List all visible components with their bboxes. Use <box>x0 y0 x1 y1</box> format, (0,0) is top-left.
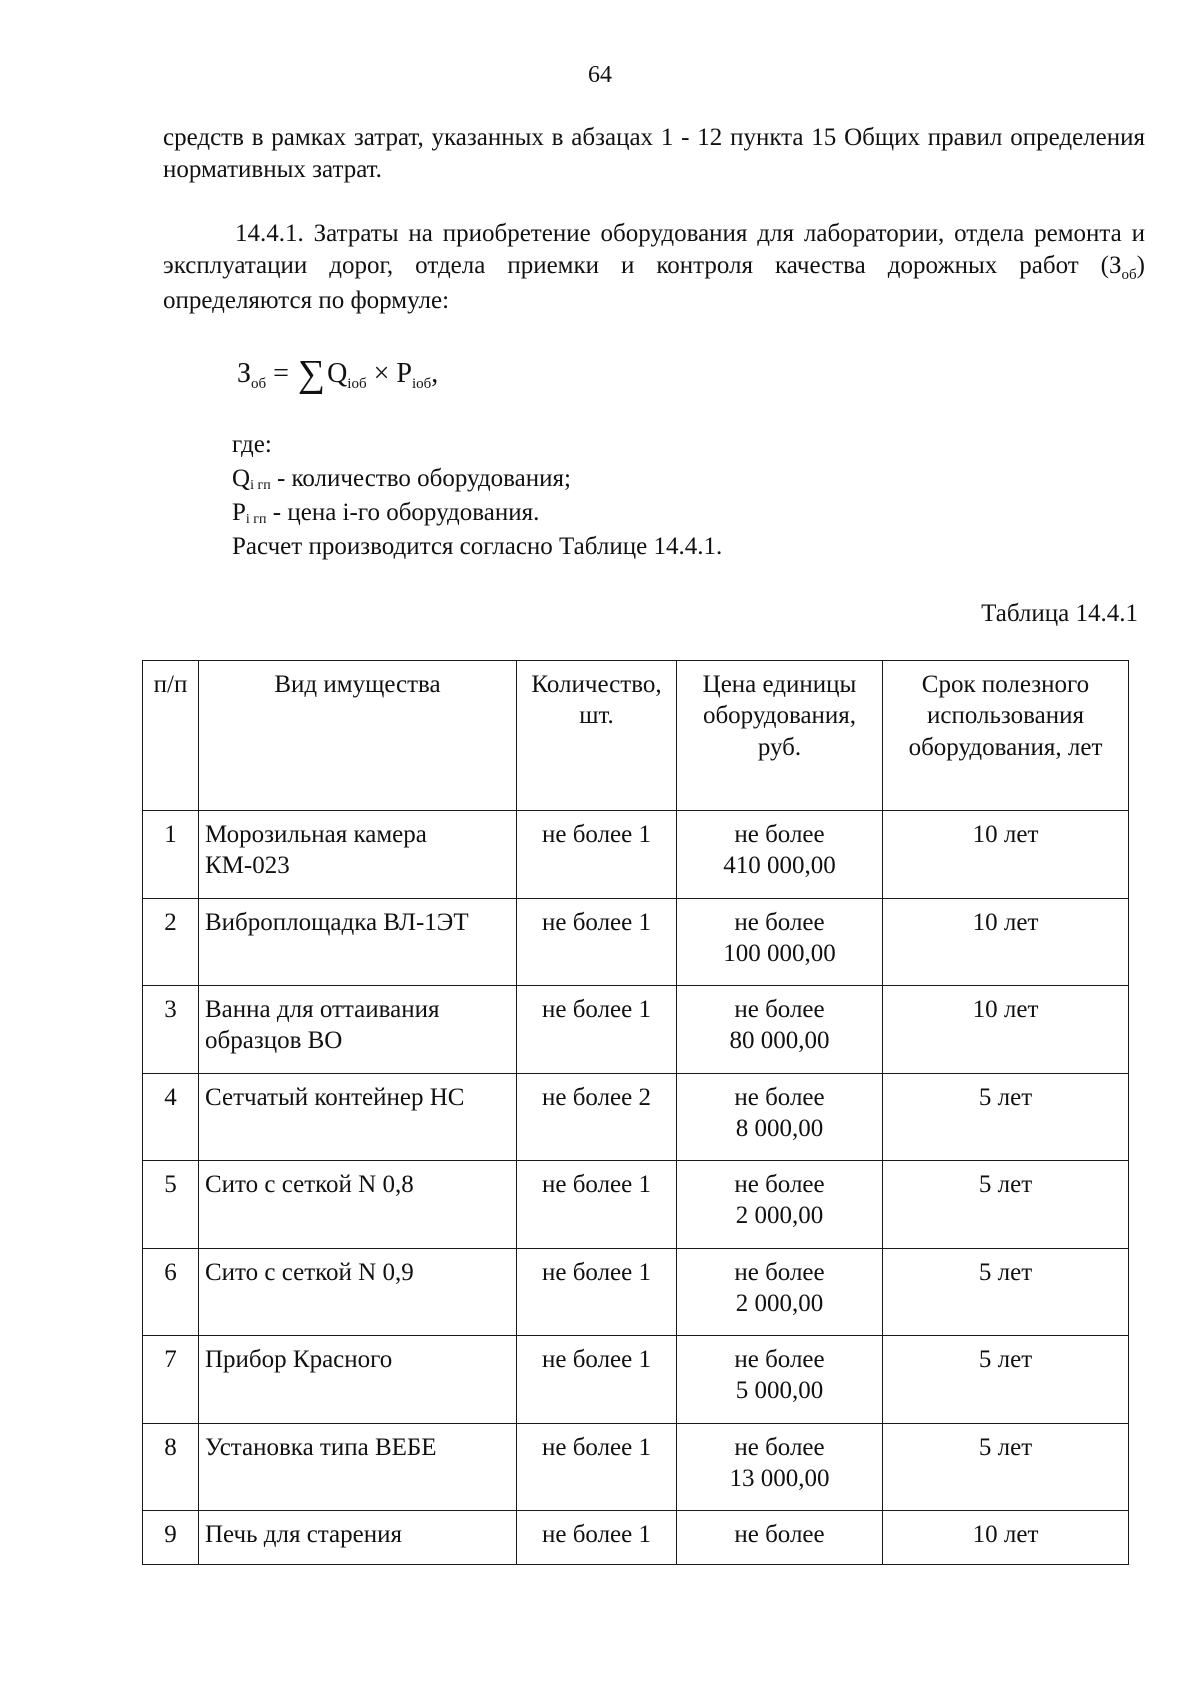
row-price <box>677 1073 883 1161</box>
table-row <box>143 1161 1129 1249</box>
header-term: Срок полезного использования оборудования, лет <box>883 661 1129 811</box>
row-term: 10 лет <box>883 1511 1129 1565</box>
header-number: п/п <box>143 661 199 811</box>
definition-p-text: - цена i-го оборудования. <box>266 499 540 526</box>
definition-q-symbol: Q <box>232 465 251 492</box>
row-term: 10 лет <box>883 986 1129 1074</box>
row-quantity: не более 1 <box>517 898 677 986</box>
row-term: 10 лет <box>883 898 1129 986</box>
formula-eq: = <box>273 358 289 389</box>
formula-tail: , <box>431 358 439 389</box>
row-price-label: не более <box>734 1258 825 1286</box>
row-quantity: не более 1 <box>517 811 677 899</box>
row-quantity: не более 2 <box>517 1073 677 1161</box>
row-price-label: не более <box>734 1171 825 1198</box>
row-term: 5 лет <box>883 1423 1129 1511</box>
row-price-label: не более <box>734 1433 825 1461</box>
sum-symbol: ∑ <box>297 353 326 395</box>
table-row <box>143 1073 1129 1161</box>
row-price-label: не более <box>734 908 825 936</box>
row-item-name: Сито с сеткой N 0,9 <box>199 1248 517 1336</box>
row-price-value: 8 000,00 <box>735 1114 824 1142</box>
table-row <box>143 898 1129 986</box>
row-price-label: не более <box>734 1083 825 1111</box>
paragraph-intro: средств в рамках затрат, указанных в абзацах 1 - 12 пункта 15 Общих правил определения нормативных затрат. <box>163 124 1145 183</box>
formula-definitions <box>232 428 722 564</box>
row-price-label: не более <box>734 1521 825 1548</box>
row-number: 8 <box>143 1423 199 1511</box>
definitions-intro: где: <box>232 431 272 458</box>
row-quantity: не более 1 <box>517 1336 677 1424</box>
formula-q-sub: iоб <box>347 376 367 392</box>
row-price-value: 80 000,00 <box>729 1027 830 1055</box>
row-price <box>677 1423 883 1511</box>
row-price <box>677 1336 883 1424</box>
table-row <box>143 1336 1129 1424</box>
header-price: Цена единицы оборудования, руб. <box>677 661 883 811</box>
paragraph-subscript: об <box>1121 267 1137 283</box>
row-item-name: Установка типа ВЕБЕ <box>199 1423 517 1511</box>
row-number: 5 <box>143 1161 199 1249</box>
row-price <box>677 1248 883 1336</box>
page-number: 64 <box>588 62 612 88</box>
definition-q-text: - количество оборудования; <box>270 465 571 492</box>
row-item-name: Морозильная камера КМ-023 <box>199 811 517 899</box>
formula-times: × <box>373 358 390 389</box>
formula-lhs-sub: об <box>251 376 267 392</box>
row-term: 5 лет <box>883 1161 1129 1249</box>
row-number: 4 <box>143 1073 199 1161</box>
row-price-value: 100 000,00 <box>723 939 836 967</box>
table-caption: Таблица 14.4.1 <box>981 600 1138 627</box>
row-item-name: Печь для старения <box>199 1511 517 1565</box>
definition-p-sub: i гп <box>245 512 267 527</box>
row-price-value: 13 000,00 <box>729 1464 830 1492</box>
definition-q <box>232 462 722 496</box>
row-price-label: не более <box>734 1346 825 1373</box>
row-price-label: не более <box>734 996 825 1023</box>
calculation-note: Расчет производится согласно Таблице 14.4.1. <box>232 533 723 560</box>
row-item-name: Ванна для оттаивания образцов ВО <box>199 986 517 1074</box>
row-item-name: Сито с сеткой N 0,8 <box>199 1161 517 1249</box>
table-body <box>143 811 1129 1565</box>
equipment-table <box>142 660 1129 1565</box>
row-price <box>677 1161 883 1249</box>
definition-p <box>232 496 722 530</box>
row-term: 10 лет <box>883 811 1129 899</box>
row-quantity: не более 1 <box>517 1511 677 1565</box>
formula-p: P <box>396 358 412 389</box>
header-item: Вид имущества <box>199 661 517 811</box>
paragraph-14-4-1 <box>163 218 1145 317</box>
row-price <box>677 811 883 899</box>
row-number: 3 <box>143 986 199 1074</box>
row-number: 2 <box>143 898 199 986</box>
row-number: 6 <box>143 1248 199 1336</box>
row-item-name: Прибор Красного <box>199 1336 517 1424</box>
row-term: 5 лет <box>883 1248 1129 1336</box>
table-header-row <box>143 661 1129 811</box>
row-price <box>677 986 883 1074</box>
cost-formula <box>237 350 438 399</box>
row-term: 5 лет <box>883 1073 1129 1161</box>
table-row <box>143 1248 1129 1336</box>
row-quantity: не более 1 <box>517 1423 677 1511</box>
row-term: 5 лет <box>883 1336 1129 1424</box>
table-row <box>143 811 1129 899</box>
row-price-value: 2 000,00 <box>735 1289 824 1317</box>
table-row <box>143 1423 1129 1511</box>
row-quantity: не более 1 <box>517 1161 677 1249</box>
formula-p-sub: iоб <box>411 376 432 392</box>
header-quantity: Количество, шт. <box>517 661 677 811</box>
table-row <box>143 986 1129 1074</box>
paragraph-text-after: ) определяются по формуле: <box>163 252 1145 315</box>
row-price-value: 410 000,00 <box>723 852 836 880</box>
definition-p-symbol: P <box>232 499 246 526</box>
row-quantity: не более 1 <box>517 1248 677 1336</box>
row-price <box>677 1511 883 1565</box>
row-item-name: Виброплощадка ВЛ-1ЭТ <box>199 898 517 986</box>
row-number: 9 <box>143 1511 199 1565</box>
row-price <box>677 898 883 986</box>
row-number: 1 <box>143 811 199 899</box>
row-price-value: 5 000,00 <box>735 1377 824 1405</box>
table-row <box>143 1511 1129 1565</box>
formula-lhs: З <box>237 358 252 389</box>
paragraph-text-before: 14.4.1. Затраты на приобретение оборудования для лаборатории, отдела ремонта и эксплуатации дорог, отдела приемки и контроля качества дорожных работ (З <box>163 220 1145 279</box>
row-number: 7 <box>143 1336 199 1424</box>
row-price-value: 2 000,00 <box>735 1202 824 1230</box>
row-quantity: не более 1 <box>517 986 677 1074</box>
definition-q-sub: i гп <box>250 478 271 493</box>
row-price-label: не более <box>734 821 825 848</box>
formula-q: Q <box>327 358 348 389</box>
row-item-name: Сетчатый контейнер НС <box>199 1073 517 1161</box>
